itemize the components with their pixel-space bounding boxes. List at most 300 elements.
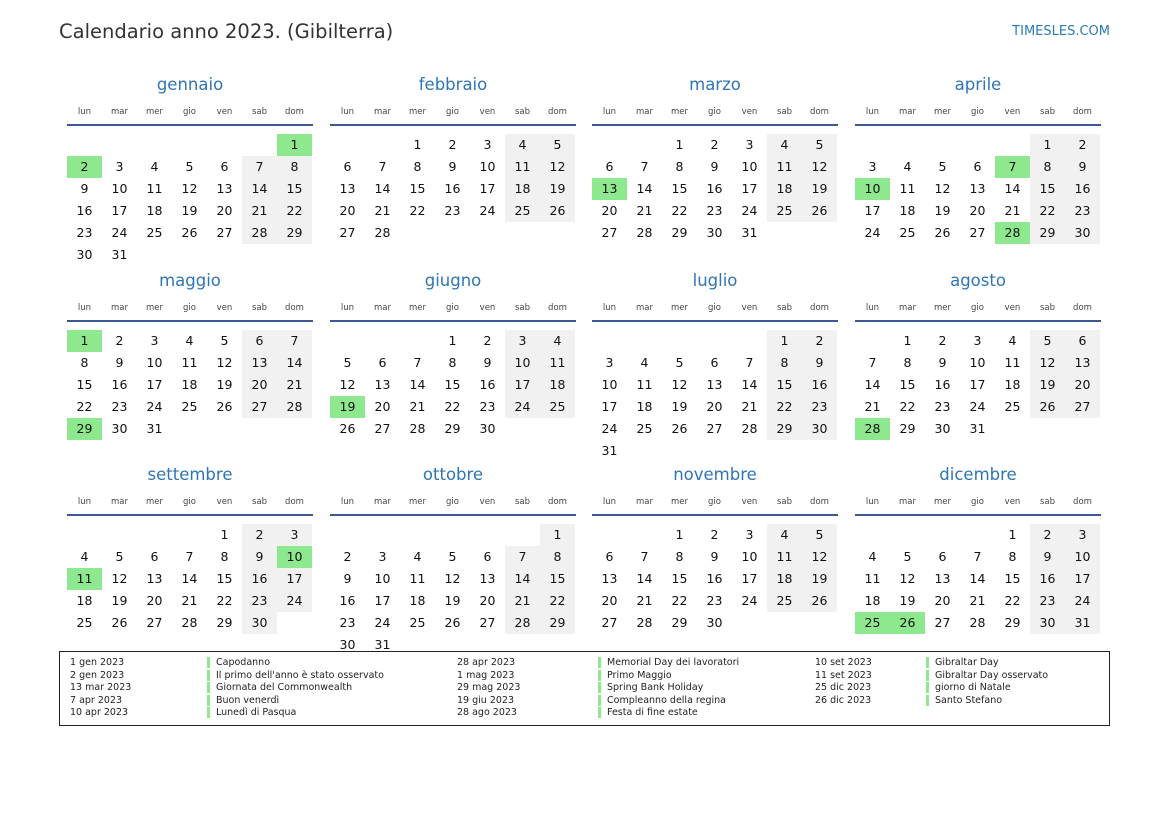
weekday-label: mar: [899, 303, 916, 313]
day-cell: 5: [343, 355, 352, 370]
holiday-day-cell: 2: [67, 156, 102, 178]
weekday-label: mar: [899, 107, 916, 117]
day-cell: 25: [181, 399, 198, 414]
weekday-label: dom: [548, 497, 567, 507]
day-cell: 26: [934, 225, 951, 240]
weekday-label: dom: [1073, 107, 1092, 117]
day-cell: 24: [479, 203, 496, 218]
day-cell: 4: [540, 330, 575, 352]
day-cell: 19: [540, 178, 575, 200]
weekday-label: gio: [971, 107, 984, 117]
day-cell: 13: [479, 571, 496, 586]
day-cell: 13: [601, 571, 618, 586]
day-cell: 22: [767, 396, 802, 418]
day-cell: 6: [150, 549, 159, 564]
weekday-header: [855, 497, 1101, 511]
day-cell: 9: [802, 352, 837, 374]
day-cell: 15: [540, 568, 575, 590]
weekday-label: lun: [602, 303, 617, 313]
day-cell: 26: [339, 421, 356, 436]
day-cell: 11: [540, 352, 575, 374]
day-cell: 19: [444, 593, 461, 608]
weekday-header: [330, 107, 576, 121]
day-cell: 18: [540, 374, 575, 396]
day-cell: 13: [242, 352, 277, 374]
day-cell: 6: [242, 330, 277, 352]
day-cell: 5: [220, 333, 229, 348]
header-rule: [67, 124, 313, 126]
day-cell: 10: [741, 549, 758, 564]
day-cell: 2: [242, 524, 277, 546]
day-cell: 3: [745, 527, 754, 542]
day-cell: 6: [938, 549, 947, 564]
day-cell: 3: [277, 524, 312, 546]
weekday-label: ven: [741, 497, 758, 507]
day-cell: 18: [899, 203, 916, 218]
day-cell: 1: [540, 524, 575, 546]
header-rule: [592, 320, 838, 322]
day-cell: 2: [1065, 134, 1100, 156]
weekday-label: mar: [636, 303, 653, 313]
day-cell: 24: [741, 593, 758, 608]
legend-holiday-name: Il primo dell'anno è stato osservato: [207, 670, 384, 681]
day-cell: 21: [242, 200, 277, 222]
day-cell: 20: [969, 203, 986, 218]
day-cell: 18: [146, 203, 163, 218]
day-cell: 21: [277, 374, 312, 396]
legend-date: 7 apr 2023: [70, 695, 123, 706]
day-cell: 12: [802, 156, 837, 178]
holiday-day-cell: 10: [855, 178, 890, 200]
day-cell: 24: [741, 203, 758, 218]
day-cell: 18: [767, 568, 802, 590]
day-cell: 18: [181, 377, 198, 392]
day-cell: 16: [479, 377, 496, 392]
day-cell: 2: [710, 527, 719, 542]
day-cell: 11: [767, 156, 802, 178]
weekday-label: mer: [670, 107, 688, 117]
day-cell: 29: [1030, 222, 1065, 244]
day-cell: 26: [802, 200, 837, 222]
month-title: maggio: [159, 271, 221, 290]
weekday-label: dom: [548, 303, 567, 313]
day-cell: 15: [409, 181, 426, 196]
day-cell: 7: [640, 549, 649, 564]
day-cell: 30: [76, 247, 93, 262]
day-cell: 11: [505, 156, 540, 178]
day-cell: 13: [969, 181, 986, 196]
day-cell: 27: [146, 615, 163, 630]
weekday-label: gio: [446, 107, 459, 117]
day-cell: 12: [1030, 352, 1065, 374]
day-cell: 10: [479, 159, 496, 174]
legend-date: 10 apr 2023: [70, 707, 129, 718]
day-cell: 11: [1004, 355, 1021, 370]
day-cell: 27: [479, 615, 496, 630]
weekday-label: sab: [776, 303, 793, 313]
weekday-header: [330, 497, 576, 511]
weekday-label: gio: [971, 497, 984, 507]
day-cell: 27: [374, 421, 391, 436]
day-cell: 14: [1004, 181, 1021, 196]
weekday-label: gio: [708, 497, 721, 507]
header-rule: [855, 320, 1101, 322]
day-cell: 9: [1030, 546, 1065, 568]
weekday-label: mer: [408, 107, 426, 117]
day-cell: 21: [181, 593, 198, 608]
day-cell: 7: [378, 159, 387, 174]
day-cell: 17: [864, 203, 881, 218]
day-cell: 30: [479, 421, 496, 436]
weekday-label: ven: [216, 107, 233, 117]
legend-date: 26 dic 2023: [815, 695, 872, 706]
weekday-label: mar: [111, 107, 128, 117]
legend-holiday-name: Compleanno della regina: [598, 695, 726, 706]
day-cell: 13: [934, 571, 951, 586]
day-cell: 25: [540, 396, 575, 418]
day-cell: 5: [540, 134, 575, 156]
day-cell: 22: [899, 399, 916, 414]
weekday-label: lun: [340, 107, 355, 117]
weekday-label: mer: [670, 497, 688, 507]
day-cell: 7: [277, 330, 312, 352]
day-cell: 31: [374, 637, 391, 652]
day-cell: 11: [864, 571, 881, 586]
header-rule: [67, 320, 313, 322]
day-cell: 16: [242, 568, 277, 590]
day-cell: 28: [181, 615, 198, 630]
day-cell: 20: [934, 593, 951, 608]
day-cell: 23: [339, 615, 356, 630]
day-cell: 2: [710, 137, 719, 152]
day-cell: 6: [605, 159, 614, 174]
day-cell: 10: [505, 352, 540, 374]
day-cell: 19: [1030, 374, 1065, 396]
day-cell: 20: [146, 593, 163, 608]
weekday-label: lun: [602, 107, 617, 117]
weekday-label: sab: [514, 107, 531, 117]
day-cell: 25: [767, 590, 802, 612]
header-rule: [330, 124, 576, 126]
day-cell: 27: [339, 225, 356, 240]
legend-holiday-name: Giornata del Commonwealth: [207, 682, 352, 693]
day-cell: 7: [868, 355, 877, 370]
weekday-label: dom: [285, 303, 304, 313]
holiday-day-cell: 11: [67, 568, 102, 590]
day-cell: 25: [899, 225, 916, 240]
legend-date: 10 set 2023: [815, 657, 872, 668]
day-cell: 15: [671, 181, 688, 196]
day-cell: 28: [969, 615, 986, 630]
day-cell: 24: [601, 421, 618, 436]
weekday-label: mar: [374, 303, 391, 313]
day-cell: 22: [671, 593, 688, 608]
day-cell: 24: [277, 590, 312, 612]
weekday-label: gio: [446, 497, 459, 507]
day-cell: 12: [540, 156, 575, 178]
day-cell: 1: [767, 330, 802, 352]
day-cell: 28: [741, 421, 758, 436]
day-cell: 18: [864, 593, 881, 608]
weekday-label: mar: [374, 497, 391, 507]
day-cell: 26: [111, 615, 128, 630]
day-cell: 4: [868, 549, 877, 564]
day-cell: 5: [903, 549, 912, 564]
weekday-label: gio: [708, 303, 721, 313]
holiday-day-cell: 25: [855, 612, 890, 634]
day-cell: 26: [1030, 396, 1065, 418]
day-cell: 17: [277, 568, 312, 590]
weekday-label: lun: [865, 497, 880, 507]
day-cell: 13: [339, 181, 356, 196]
legend-holiday-name: Gibraltar Day: [926, 657, 999, 668]
day-cell: 15: [899, 377, 916, 392]
day-cell: 28: [409, 421, 426, 436]
day-cell: 9: [80, 181, 89, 196]
day-cell: 5: [938, 159, 947, 174]
day-cell: 22: [277, 200, 312, 222]
day-cell: 21: [636, 593, 653, 608]
day-cell: 17: [741, 571, 758, 586]
weekday-label: sab: [776, 107, 793, 117]
weekday-label: ven: [1004, 107, 1021, 117]
day-cell: 7: [505, 546, 540, 568]
day-cell: 3: [505, 330, 540, 352]
weekday-label: mer: [145, 497, 163, 507]
day-cell: 14: [277, 352, 312, 374]
day-cell: 16: [444, 181, 461, 196]
weekday-label: dom: [810, 497, 829, 507]
weekday-label: mer: [933, 107, 951, 117]
month-title: gennaio: [156, 75, 224, 94]
day-cell: 21: [864, 399, 881, 414]
legend-holiday-name: Spring Bank Holiday: [598, 682, 703, 693]
holiday-day-cell: 19: [330, 396, 365, 418]
day-cell: 19: [934, 203, 951, 218]
day-cell: 19: [181, 203, 198, 218]
legend-holiday-name: Gibraltar Day osservato: [926, 670, 1048, 681]
day-cell: 31: [741, 225, 758, 240]
day-cell: 19: [111, 593, 128, 608]
day-cell: 1: [675, 527, 684, 542]
day-cell: 29: [671, 615, 688, 630]
day-cell: 28: [374, 225, 391, 240]
day-cell: 20: [242, 374, 277, 396]
weekday-label: mar: [111, 497, 128, 507]
legend-date: 28 ago 2023: [457, 707, 517, 718]
weekday-label: mar: [899, 497, 916, 507]
day-cell: 21: [969, 593, 986, 608]
legend-holiday-name: giorno di Natale: [926, 682, 1011, 693]
day-cell: 17: [111, 203, 128, 218]
weekday-label: sab: [251, 303, 268, 313]
day-cell: 26: [802, 590, 837, 612]
day-cell: 24: [374, 615, 391, 630]
day-cell: 8: [540, 546, 575, 568]
month-title: ottobre: [422, 465, 484, 484]
day-cell: 23: [706, 593, 723, 608]
day-cell: 3: [745, 137, 754, 152]
day-cell: 6: [378, 355, 387, 370]
day-cell: 3: [868, 159, 877, 174]
day-cell: 24: [146, 399, 163, 414]
weekday-label: gio: [708, 107, 721, 117]
weekday-label: lun: [77, 303, 92, 313]
day-cell: 23: [111, 399, 128, 414]
day-cell: 29: [671, 225, 688, 240]
day-cell: 29: [767, 418, 802, 440]
day-cell: 19: [899, 593, 916, 608]
weekday-label: mer: [145, 303, 163, 313]
day-cell: 12: [111, 571, 128, 586]
day-cell: 4: [1008, 333, 1017, 348]
day-cell: 14: [409, 377, 426, 392]
day-cell: 13: [706, 377, 723, 392]
day-cell: 26: [216, 399, 233, 414]
day-cell: 26: [444, 615, 461, 630]
weekday-label: ven: [1004, 497, 1021, 507]
day-cell: 8: [675, 549, 684, 564]
month-title: luglio: [692, 271, 738, 290]
day-cell: 12: [802, 546, 837, 568]
header-rule: [67, 514, 313, 516]
day-cell: 25: [146, 225, 163, 240]
day-cell: 24: [969, 399, 986, 414]
day-cell: 5: [802, 524, 837, 546]
day-cell: 27: [242, 396, 277, 418]
day-cell: 26: [181, 225, 198, 240]
page-title: Calendario anno 2023. (Gibilterra): [59, 20, 394, 43]
weekday-label: dom: [1073, 303, 1092, 313]
day-cell: 22: [444, 399, 461, 414]
weekday-label: mer: [670, 303, 688, 313]
legend-date: 13 mar 2023: [70, 682, 132, 693]
day-cell: 15: [76, 377, 93, 392]
month-title: novembre: [673, 465, 757, 484]
day-cell: 15: [277, 178, 312, 200]
month-title: febbraio: [418, 75, 488, 94]
legend-holiday-name: Buon venerdì: [207, 695, 279, 706]
day-cell: 14: [636, 571, 653, 586]
weekday-label: sab: [1039, 107, 1056, 117]
day-cell: 16: [802, 374, 837, 396]
weekday-header: [855, 107, 1101, 121]
day-cell: 31: [111, 247, 128, 262]
legend-date: 1 gen 2023: [70, 657, 125, 668]
weekday-header: [330, 303, 576, 317]
weekday-header: [855, 303, 1101, 317]
day-cell: 21: [505, 590, 540, 612]
weekday-label: lun: [77, 107, 92, 117]
weekday-label: lun: [865, 303, 880, 313]
day-cell: 15: [671, 571, 688, 586]
legend-date: 19 giu 2023: [457, 695, 514, 706]
brand-link[interactable]: TIMESLES.COM: [1012, 24, 1110, 39]
day-cell: 3: [483, 137, 492, 152]
day-cell: 28: [242, 222, 277, 244]
header-rule: [592, 514, 838, 516]
day-cell: 1: [448, 333, 457, 348]
day-cell: 23: [76, 225, 93, 240]
day-cell: 13: [1065, 352, 1100, 374]
holiday-day-cell: 26: [890, 612, 925, 634]
day-cell: 1: [675, 137, 684, 152]
day-cell: 9: [448, 159, 457, 174]
day-cell: 18: [636, 399, 653, 414]
weekday-label: lun: [77, 497, 92, 507]
day-cell: 29: [1004, 615, 1021, 630]
day-cell: 10: [146, 355, 163, 370]
day-cell: 30: [934, 421, 951, 436]
day-cell: 19: [216, 377, 233, 392]
month-title: settembre: [147, 465, 233, 484]
day-cell: 19: [802, 568, 837, 590]
day-cell: 16: [706, 571, 723, 586]
day-cell: 16: [76, 203, 93, 218]
day-cell: 20: [216, 203, 233, 218]
day-cell: 30: [802, 418, 837, 440]
day-cell: 26: [540, 200, 575, 222]
weekday-header: [592, 497, 838, 511]
day-cell: 23: [934, 399, 951, 414]
day-cell: 10: [1065, 546, 1100, 568]
holiday-day-cell: 7: [995, 156, 1030, 178]
day-cell: 30: [111, 421, 128, 436]
day-cell: 9: [242, 546, 277, 568]
day-cell: 4: [640, 355, 649, 370]
day-cell: 12: [671, 377, 688, 392]
day-cell: 12: [899, 571, 916, 586]
day-cell: 10: [969, 355, 986, 370]
day-cell: 18: [505, 178, 540, 200]
day-cell: 30: [339, 637, 356, 652]
day-cell: 9: [115, 355, 124, 370]
day-cell: 2: [115, 333, 124, 348]
day-cell: 8: [675, 159, 684, 174]
day-cell: 20: [601, 203, 618, 218]
day-cell: 4: [903, 159, 912, 174]
day-cell: 23: [1065, 200, 1100, 222]
day-cell: 2: [343, 549, 352, 564]
weekday-label: sab: [1039, 303, 1056, 313]
day-cell: 7: [413, 355, 422, 370]
day-cell: 11: [146, 181, 163, 196]
day-cell: 20: [479, 593, 496, 608]
holiday-day-cell: 29: [67, 418, 102, 440]
day-cell: 7: [242, 156, 277, 178]
weekday-label: mar: [374, 107, 391, 117]
weekday-label: ven: [741, 107, 758, 117]
day-cell: 21: [741, 399, 758, 414]
legend-holiday-name: Primo Maggio: [598, 670, 672, 681]
day-cell: 16: [111, 377, 128, 392]
day-cell: 3: [378, 549, 387, 564]
day-cell: 9: [483, 355, 492, 370]
weekday-label: gio: [183, 497, 196, 507]
day-cell: 14: [505, 568, 540, 590]
day-cell: 24: [505, 396, 540, 418]
day-cell: 30: [706, 225, 723, 240]
day-cell: 28: [636, 615, 653, 630]
day-cell: 17: [146, 377, 163, 392]
day-cell: 5: [802, 134, 837, 156]
day-cell: 14: [969, 571, 986, 586]
weekday-label: mer: [933, 303, 951, 313]
day-cell: 4: [767, 134, 802, 156]
header-rule: [330, 320, 576, 322]
day-cell: 12: [934, 181, 951, 196]
day-cell: 31: [146, 421, 163, 436]
